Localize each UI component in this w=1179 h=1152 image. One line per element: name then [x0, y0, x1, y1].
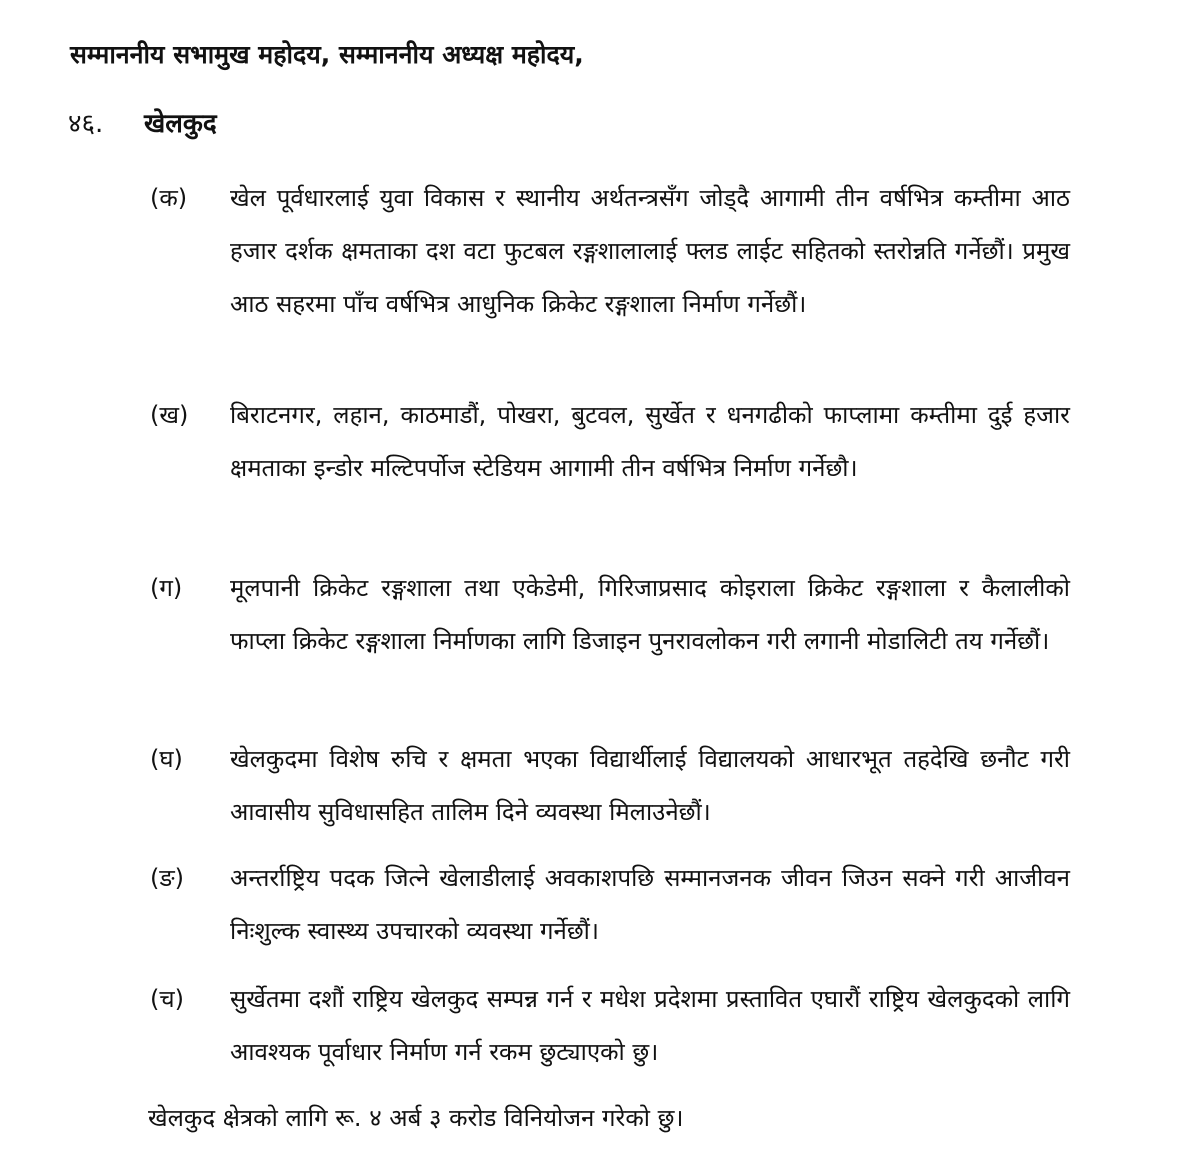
item-text: अन्तर्राष्ट्रिय पदक जित्ने खेलाडीलाई अवकाशपछि सम्मानजनक जीवन जिउन सक्ने गरी आजीवन निःशुल्क स्वास्थ्य उपचारको व्यवस्था गर्नेछौं। [230, 864, 1070, 945]
salutation: सम्माननीय सभामुख महोदय, सम्माननीय अध्यक्ष महोदय, [70, 40, 584, 69]
list-item [150, 389, 1070, 495]
allocation-statement: खेलकुद क्षेत्रको लागि रू. ४ अर्ब ३ करोड विनियोजन गरेको छु। [148, 1104, 684, 1132]
list-item [150, 852, 1070, 958]
item-label: (क) [150, 184, 188, 212]
item-label: (घ) [150, 745, 183, 773]
item-text: खेल पूर्वधारलाई युवा विकास र स्थानीय अर्थतन्त्रसँग जोड्दै आगामी तीन वर्षभित्र कम्तीमा आठ हजार दर्शक क्षमताका दश वटा फुटबल रङ्गशालालाई फ्लड लाईट सहितको स्तरोन्नति गर्नेछौं। प्रमुख आठ सहरमा पाँच वर्षभित्र आधुनिक क्रिकेट रङ्गशाला निर्माण गर्नेछौं। [230, 184, 1070, 318]
list-item [150, 562, 1070, 668]
list-item [150, 733, 1070, 839]
item-text: बिराटनगर, लहान, काठमाडौं, पोखरा, बुटवल, सुर्खेत र धनगढीको फाप्लामा कम्तीमा दुई हजार क्षमताका इन्डोर मल्टिपर्पोज स्टेडियम आगामी तीन वर्षभित्र निर्माण गर्नेछौ। [230, 401, 1070, 482]
item-text: खेलकुदमा विशेष रुचि र क्षमता भएका विद्यार्थीलाई विद्यालयको आधारभूत तहदेखि छनौट गरी आवासीय सुविधासहित तालिम दिने व्यवस्था मिलाउनेछौं। [230, 745, 1070, 826]
list-item [150, 973, 1070, 1079]
item-text: मूलपानी क्रिकेट रङ्गशाला तथा एकेडेमी, गिरिजाप्रसाद कोइराला क्रिकेट रङ्गशाला र कैलालीको फाप्ला क्रिकेट रङ्गशाला निर्माणका लागि डिजाइन पुनरावलोकन गरी लगानी मोडालिटी तय गर्नेछौं। [230, 574, 1070, 655]
section-title: खेलकुद [144, 109, 217, 139]
item-label: (ङ) [150, 864, 185, 892]
section-heading [68, 106, 217, 142]
section-number: ४६. [68, 109, 104, 139]
item-label: (ख) [150, 401, 189, 429]
item-label: (च) [150, 985, 184, 1013]
item-text: सुर्खेतमा दशौं राष्ट्रिय खेलकुद सम्पन्न गर्न र मधेश प्रदेशमा प्रस्तावित एघारौं राष्ट्रिय खेलकुदको लागि आवश्यक पूर्वाधार निर्माण गर्न रकम छुट्याएको छु। [230, 985, 1070, 1066]
item-label: (ग) [150, 574, 183, 602]
list-item [150, 172, 1070, 331]
